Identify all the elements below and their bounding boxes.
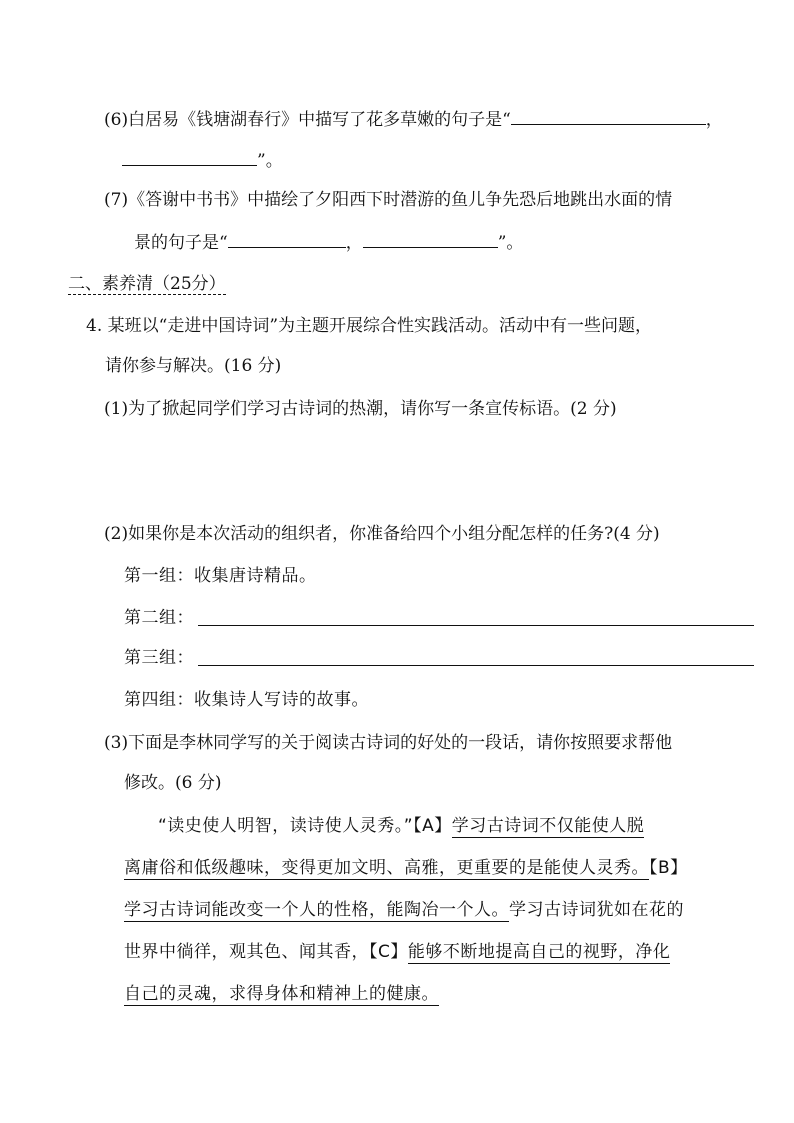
question-7-line2: [134, 229, 523, 255]
question-6-end: ”。: [257, 151, 283, 171]
question-4-number: 4.: [86, 316, 103, 336]
question-7-line2-text: 景的句子是“: [134, 233, 228, 253]
question-6-text: 白居易《钱塘湖春行》中描写了花多草嫩的句子是“: [128, 110, 511, 130]
question-6-number: (6): [104, 110, 129, 130]
group-3-label: 第三组：: [124, 648, 194, 668]
answer-blank-7b[interactable]: [363, 229, 498, 248]
subquestion-2-number: (2): [104, 524, 129, 544]
passage-underlined: 学习古诗词不仅能使人脱: [451, 816, 645, 836]
question-7-line1: [104, 188, 672, 212]
subquestion-2-text: 如果你是本次活动的组织者，你准备给四个小组分配怎样的任务?(4 分): [128, 524, 660, 544]
passage-text: 学习古诗词犹如在花的: [509, 900, 684, 920]
subquestion-3-number: (3): [104, 733, 129, 753]
section-2-title: 二、素养清（25分）: [68, 274, 226, 294]
passage-text: “读史使人明智，读诗使人灵秀。”【A】: [158, 816, 452, 836]
subquestion-3-line1: [104, 731, 672, 755]
group-2-label: 第二组：: [124, 608, 194, 628]
question-7-comma: ，: [345, 233, 363, 253]
question-4-text-2: 请你参与解决。(16 分): [105, 356, 282, 376]
question-4-line2: [105, 354, 281, 378]
passage-text: 【B】: [649, 858, 688, 878]
question-6-line1: [104, 106, 723, 132]
answer-blank-7a[interactable]: [228, 229, 346, 248]
group-2-answer-line[interactable]: [198, 625, 754, 626]
question-7-number: (7): [104, 190, 129, 210]
question-6-line2: [122, 147, 283, 173]
subquestion-2: [104, 522, 660, 546]
subquestion-1-text: 为了掀起同学们学习古诗词的热潮，请你写一条宣传标语。(2 分): [128, 399, 617, 419]
question-7-text: 《答谢中书书》中描绘了夕阳西下时潜游的鱼儿争先恐后地跳出水面的情: [128, 190, 673, 210]
question-4-line1: [86, 314, 652, 338]
passage-line-4: [124, 940, 670, 964]
passage-underlined: 学习古诗词能改变一个人的性格，能陶冶一个人。: [124, 900, 509, 920]
question-7-end: ”。: [497, 233, 524, 253]
subquestion-1-number: (1): [104, 399, 129, 419]
group-3-answer-line[interactable]: [198, 665, 754, 666]
answer-blank-6b[interactable]: [122, 147, 257, 166]
subquestion-3-line2: 修改。(6 分): [124, 773, 222, 793]
question-6-comma: ，: [705, 110, 723, 130]
passage-line-1: [158, 814, 644, 838]
passage-underlined: 自己的灵魂，求得身体和精神上的健康。: [124, 984, 439, 1004]
group-4: 第四组：收集诗人写诗的故事。: [124, 690, 369, 710]
section-2-heading: [68, 272, 226, 296]
subquestion-1-answer-area[interactable]: [104, 430, 754, 510]
passage-line-5: [124, 982, 439, 1006]
subquestion-3-text: 下面是李林同学写的关于阅读古诗词的好处的一段话，请你按照要求帮他: [128, 733, 673, 753]
passage-underlined: 能够不断地提高自己的视野，净化: [407, 942, 671, 962]
passage-underlined: 离庸俗和低级趣味，变得更加文明、高雅，更重要的是能使人灵秀。: [124, 858, 649, 878]
passage-line-3: [124, 898, 684, 922]
answer-blank-6a[interactable]: [511, 106, 706, 125]
question-4-text: 某班以“走进中国诗词”为主题开展综合性实践活动。活动中有一些问题，: [107, 316, 653, 336]
subquestion-1: [104, 397, 617, 421]
passage-line-2: [124, 856, 688, 880]
passage-text: 世界中徜徉，观其色、闻其香，【C】: [124, 942, 408, 962]
group-1: 第一组：收集唐诗精品。: [124, 566, 317, 586]
